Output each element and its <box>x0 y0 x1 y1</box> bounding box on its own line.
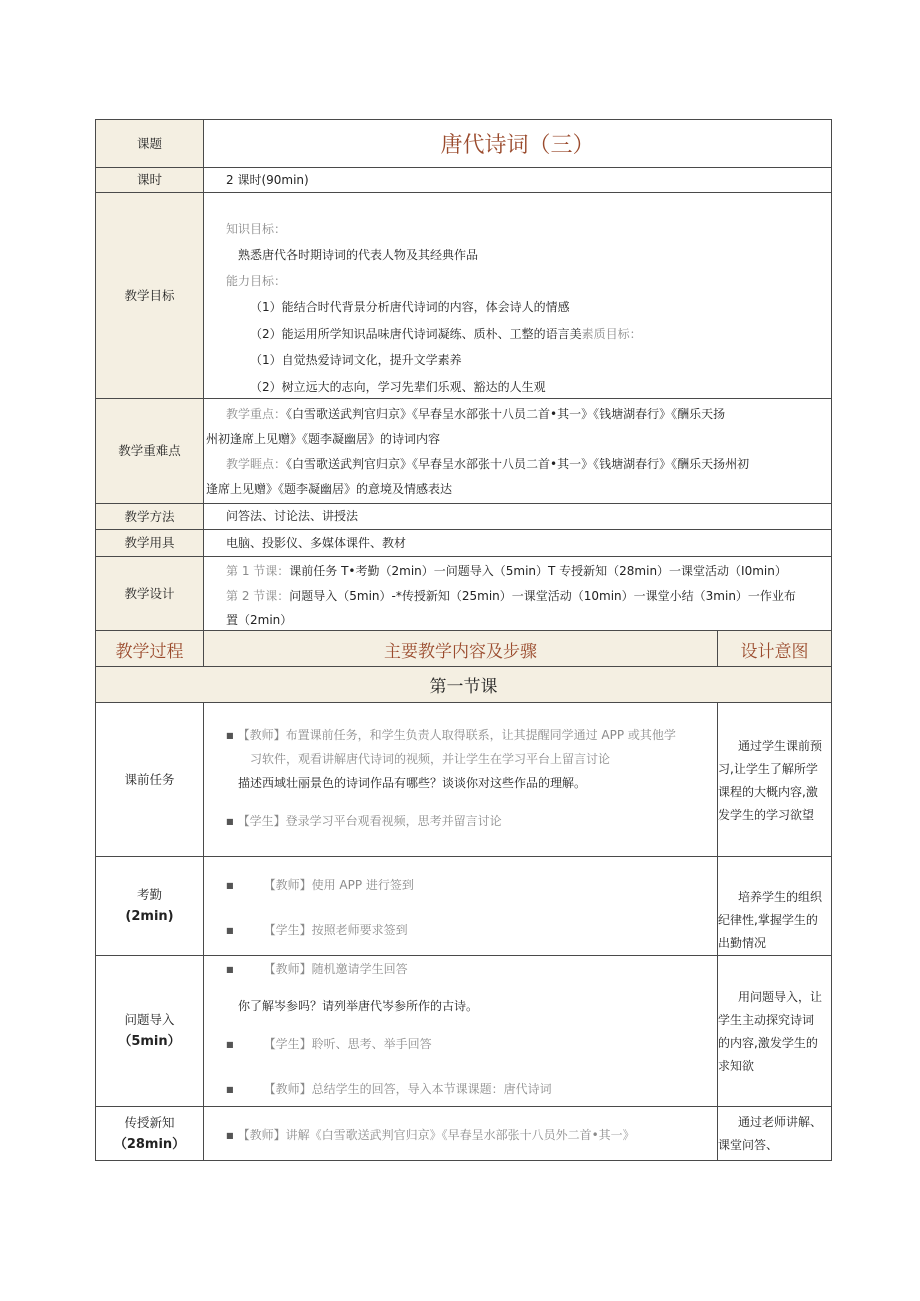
bullet-icon: ■ <box>226 1131 234 1140</box>
tools-label: 教学用具 <box>124 535 175 550</box>
new-knowledge-intent: 通过老师讲解、 课堂问答、 <box>718 1115 823 1152</box>
design-label: 教学设计 <box>124 585 175 601</box>
pre-task-question: 描述西域壮丽景色的诗词作品有哪些？谈谈你对这些作品的理解。 <box>238 776 587 790</box>
ability-item-1: （1）能结合时代背景分析唐代诗词的内容，体会诗人的情感 <box>250 300 570 314</box>
attendance-label: 考勤 (2min) <box>125 887 174 924</box>
design-line-1: 第 1 节课：课前任务 T•考勤（2min）一问题导入（5min）T 专授新知（28min）一课堂活动（I0min） <box>226 564 787 578</box>
topic-label: 课题 <box>136 135 162 151</box>
intro-teacher-2: ■ 【教师】总结学生的回答，导入本节课课题：唐代诗词 <box>226 1082 552 1096</box>
quality-item-2: （2）树立远大的志向，学习先辈们乐观、豁达的人生观 <box>250 380 546 394</box>
process-header-col-1: 教学过程 <box>115 641 184 662</box>
difficulty-line-2: 逢席上见赠》《题李凝幽居》的意境及情感表达 <box>206 482 453 496</box>
process-header-col-2: 主要教学内容及步骤 <box>384 641 537 662</box>
design-line-3: 置（2min） <box>226 613 293 627</box>
pre-task-label: 课前任务 <box>124 771 175 787</box>
focus-line-1: 教学重点：《白雪歌送武判官归京》《早春呈水部张十八员二首•其一》《钱塘湖春行》《酬乐天扬 <box>226 407 726 421</box>
bullet-icon: ■ <box>226 926 234 935</box>
pre-task-intent: 通过学生课前预 习,让学生了解所学 课程的大概内容,激 发学生的学习欲望 <box>718 739 823 822</box>
process-header-col-3: 设计意图 <box>740 641 809 662</box>
methods-label: 教学方法 <box>124 508 175 524</box>
knowledge-title: 知识目标： <box>226 222 287 236</box>
quality-title: 素质目标： <box>581 327 642 341</box>
attendance-intent: 培养学生的组织 纪律性,掌握学生的 出勤情况 <box>718 890 823 950</box>
knowledge-item: 熟悉唐代各时期诗词的代表人物及其经典作品 <box>238 248 479 262</box>
hours-label: 课时 <box>136 172 162 187</box>
intro-question: 你了解岑参吗？请列举唐代岑参所作的古诗。 <box>238 999 479 1013</box>
bullet-icon: ■ <box>226 817 234 826</box>
bullet-icon: ■ <box>226 731 234 740</box>
intro-intent: 用问题导入，让 学生主动探究诗词 的内容,激发学生的 求知欲 <box>718 990 823 1073</box>
attendance-student: ■ 【学生】按照老师要求签到 <box>226 923 408 937</box>
objectives-label: 教学目标 <box>124 287 175 303</box>
intro-student: ■ 【学生】聆听、思考、举手回答 <box>226 1037 432 1051</box>
methods-value: 问答法、讨论法、讲授法 <box>226 509 359 523</box>
quality-item-1: （1）自觉热爱诗词文化，提升文学素养 <box>250 353 462 367</box>
key-points-label: 教学重难点 <box>118 443 181 458</box>
attendance-teacher: ■ 【教师】使用 APP 进行签到 <box>226 878 414 892</box>
tools-value: 电脑、投影仪、多媒体课件、教材 <box>226 536 407 550</box>
hours-value: 2 课时(90min) <box>226 173 309 187</box>
topic-title: 唐代诗词（三） <box>440 133 595 158</box>
pre-task-teacher-line-1: ■ 【教师】布置课前任务，和学生负责人取得联系，让其提醒同学通过 APP 或其他学 <box>226 728 676 742</box>
pre-task-student: ■ 【学生】登录学习平台观看视频，思考并留言讨论 <box>226 814 502 828</box>
pre-task-teacher-line-2: 习软件，观看讲解唐代诗词的视频，并让学生在学习平台上留言讨论 <box>250 752 611 766</box>
bullet-icon: ■ <box>226 1085 234 1094</box>
intro-teacher-1: ■ 【教师】随机邀请学生回答 <box>226 962 408 976</box>
design-line-2: 第 2 节课：问题导入（5min）-*传授新知（25min）一课堂活动（10min）一课堂小结（3min）一作业布 <box>226 589 796 603</box>
ability-item-2: （2）能运用所学知识品味唐代诗词凝练、质朴、工整的语言美素质目标： <box>250 327 642 341</box>
difficulty-line-1: 教学睚点：《白雪歌送武判官归京》《早春呈水部张十八员二首•其一》《钱塘湖春行》《酬乐天扬州初 <box>226 457 750 471</box>
bullet-icon: ■ <box>226 965 234 974</box>
new-knowledge-label: 传授新知 （28min） <box>113 1114 186 1152</box>
intro-label: 问题导入 （5min） <box>118 1012 181 1049</box>
new-knowledge-teacher: ■ 【教师】讲解《白雪歌送武判官归京》《早春呈水部张十八员外二首•其一》 <box>226 1128 635 1142</box>
focus-line-2: 州初逢席上见赠》《题李凝幽居》的诗词内容 <box>206 432 441 446</box>
bullet-icon: ■ <box>226 1040 234 1049</box>
ability-title: 能力目标： <box>226 274 287 288</box>
section-title: 第一节课 <box>429 677 498 697</box>
bullet-icon: ■ <box>226 881 234 890</box>
